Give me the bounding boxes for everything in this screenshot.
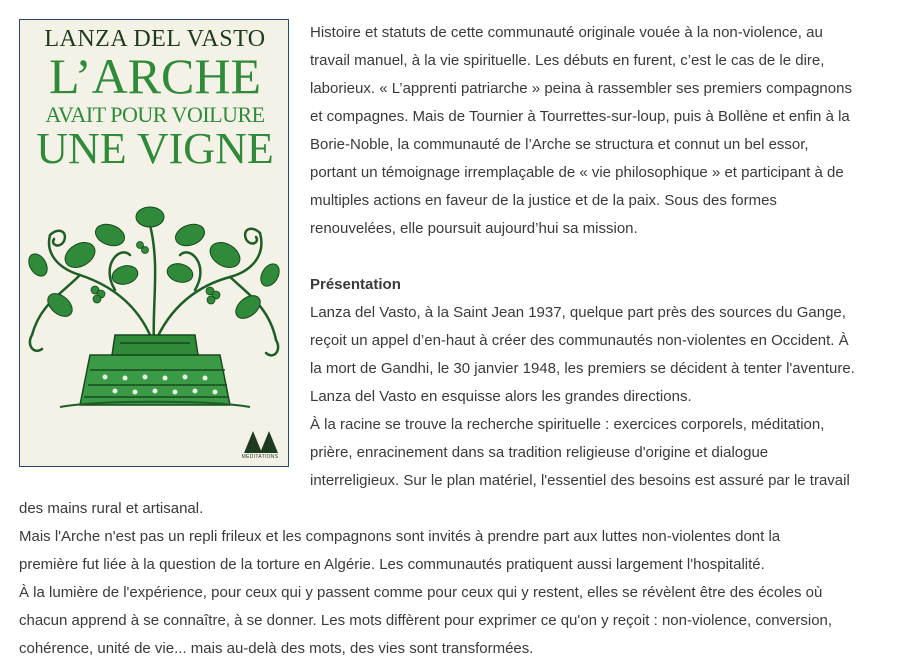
presentation-line: Lanza del Vasto en esquisse alors les grandes directions. (310, 388, 692, 405)
vine-ark-illustration (20, 195, 288, 425)
body-line: Mais l'Arche n'est pas un repli frileux et les compagnons sont invités à prendre part aux luttes non-violentes dont la (19, 528, 781, 545)
presentation-line: la mort de Gandhi, le 30 janvier 1948, les premiers se décident à tenter l'aventure. (310, 360, 855, 377)
body-line: première fut liée à la question de la torture en Algérie. Les communautés pratiquent aussi largement l'hospitalité. (19, 556, 765, 573)
intro-line: Histoire et statuts de cette communauté originale vouée à la non-violence, au (310, 24, 823, 41)
presentation-line: À la racine se trouve la recherche spirituelle : exercices corporels, méditation, (310, 416, 825, 433)
intro-line: portant un témoignage irremplaçable de « vie philosophique » et participant à de (310, 164, 844, 181)
intro-line: laborieux. « L’apprenti patriarche » peina à rassembler ses premiers compagnons (310, 80, 852, 97)
cover-author: LANZA DEL VASTO (44, 26, 266, 52)
intro-line: et compagnes. Mais de Tournier à Tourrettes-sur-loup, puis à Bollène et enfin à la (310, 108, 850, 125)
presentation-line: prière, enracinement dans sa tradition religieuse d'origine et dialogue (310, 444, 769, 461)
presentation-paragraph (310, 299, 902, 495)
intro-line: multiples actions en faveur de la justice et de la paix. Sous des formes (310, 192, 777, 209)
body-line: chacun apprend à se connaître, à se donner. Les mots diffèrent pour exprimer ce qu'on y reçoit : non-violence, conversion, (19, 612, 833, 629)
intro-line: travail manuel, à la vie spirituelle. Les débuts en furent, c’est le cas de le dire, (310, 52, 825, 69)
presentation-heading: Présentation (310, 276, 401, 293)
book-cover-image (19, 19, 289, 467)
cover-title-line-3: UNE VIGNE (36, 124, 274, 173)
intro-line: renouvelées, elle poursuit aujourd’hui sa mission. (310, 220, 638, 237)
intro-paragraph (310, 19, 902, 243)
publisher-name: MÉDITATIONS (241, 454, 279, 460)
description-column (310, 19, 902, 495)
body-line: des mains rural et artisanal. (19, 500, 204, 517)
paragraph-spacer (310, 243, 902, 271)
presentation-line: interreligieux. Sur le plan matériel, l'essentiel des besoins est assuré par le travail (310, 472, 850, 489)
full-width-text (19, 495, 902, 663)
body-line: À la lumière de l'expérience, pour ceux qui y passent comme pour ceux qui y restent, elles se révèlent être des écoles où (19, 584, 823, 601)
cover-title-line-1: L’ARCHE (48, 48, 262, 104)
presentation-line: reçoit un appel d’en-haut à créer des communautés non-violentes en Occident. À (310, 332, 849, 349)
presentation-line: Lanza del Vasto, à la Saint Jean 1937, quelque part près des sources du Gange, (310, 304, 846, 321)
intro-line: Borie-Noble, la communauté de l’Arche se structura et connut un bel essor, (310, 136, 809, 153)
publisher-logo (244, 431, 278, 453)
cover-title-line-2: AVAIT POUR VOILURE (45, 102, 265, 127)
body-line: cohérence, unité de vie... mais au-delà des mots, des vies sont transformées. (19, 640, 534, 657)
